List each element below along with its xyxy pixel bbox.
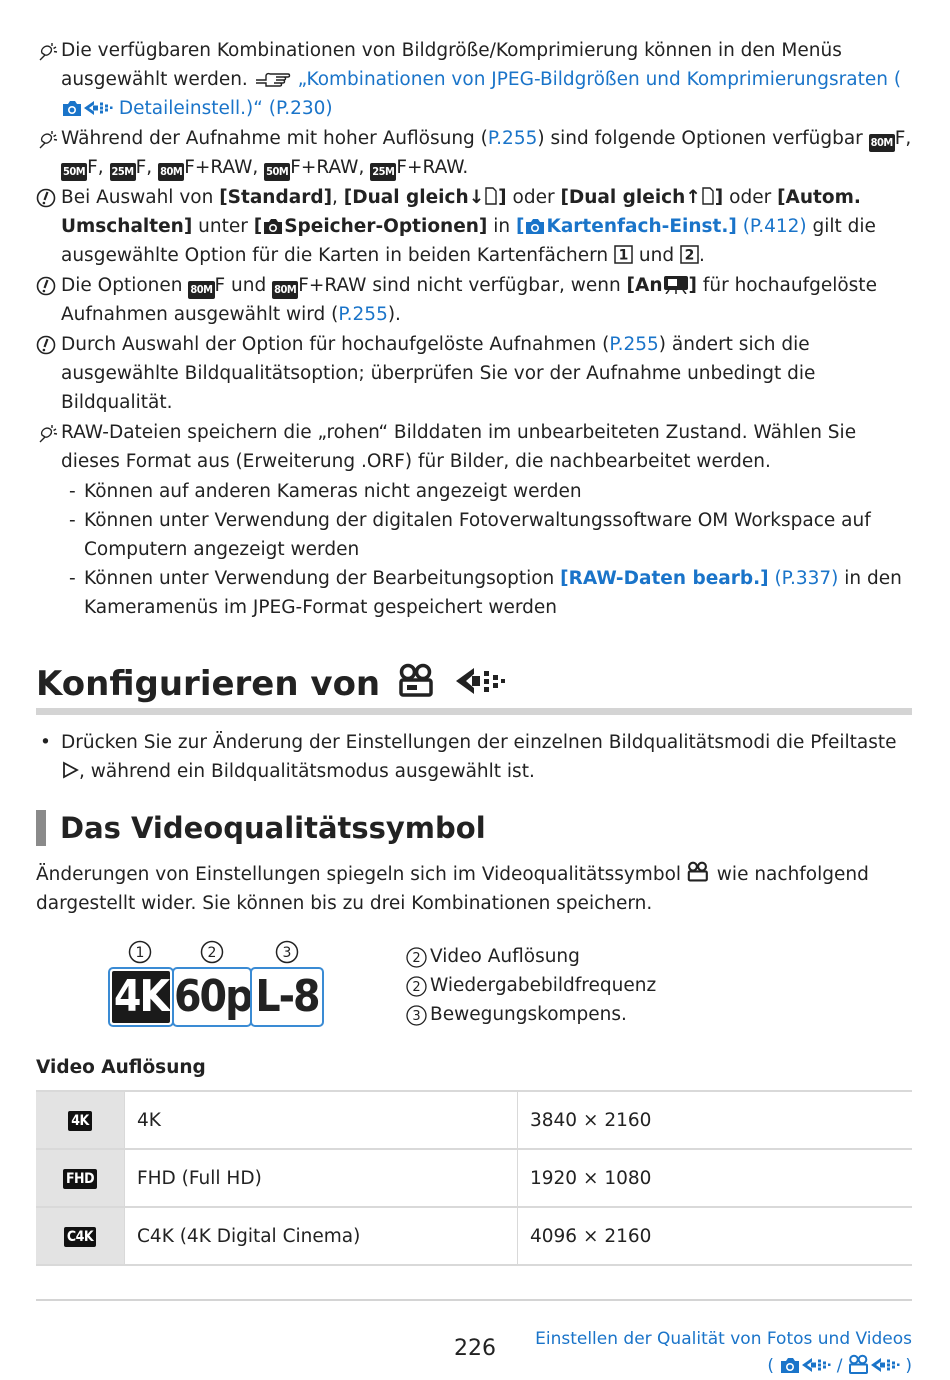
legend-text: Bewegungskompens. bbox=[430, 1004, 627, 1025]
text-run: , bbox=[332, 187, 344, 208]
legend-text: Wiedergabebildfrequenz bbox=[430, 975, 657, 996]
svg-text:3: 3 bbox=[412, 1009, 421, 1024]
text-run: Bei Auswahl von bbox=[61, 187, 220, 208]
tip-icon bbox=[36, 129, 58, 151]
text-run: ] bbox=[714, 187, 724, 208]
dash-marker: - bbox=[69, 481, 76, 502]
number-3-icon bbox=[275, 940, 299, 964]
svg-text:2: 2 bbox=[684, 247, 695, 264]
text-run: RAW-Dateien speichern die „rohen“ Bilddaten im unbearbeiteten Zustand. Wählen Sie dieses Format aus (Erweiterung .ORF) für Bilder, die nachbearbeitet werden. bbox=[61, 422, 857, 472]
legend-item bbox=[406, 1000, 656, 1029]
table-row bbox=[36, 1207, 912, 1265]
note-item bbox=[36, 183, 916, 270]
quality-menu-icon bbox=[452, 663, 506, 699]
para-text-2: wie nachfolgend dargestellt wider. Sie können bis zu drei Kombinationen speichern. bbox=[36, 864, 869, 914]
resolution-icon-cell bbox=[36, 1207, 125, 1265]
tip-icon bbox=[36, 41, 58, 63]
heading-bar bbox=[36, 810, 46, 846]
text-run: Können auf anderen Kameras nicht angezeigt werden bbox=[84, 481, 582, 502]
note-item bbox=[36, 124, 916, 182]
text-run: Durch Auswahl der Option für hochaufgelöste Aufnahmen ( bbox=[61, 334, 610, 355]
svg-text:1: 1 bbox=[618, 247, 629, 264]
text-run: ] bbox=[498, 187, 507, 208]
number-3-icon bbox=[406, 1005, 427, 1026]
text-run: gilt die ausgewählte Option für die Karten in beiden Kartenfächern bbox=[61, 216, 876, 266]
sub-list-item bbox=[36, 564, 916, 622]
sub-list-item bbox=[36, 477, 916, 506]
table-row bbox=[36, 1149, 912, 1207]
page-number: 226 bbox=[454, 1336, 496, 1361]
text-run: . bbox=[699, 245, 705, 266]
resolution-badge-icon: 4K bbox=[68, 1111, 92, 1131]
number-2-icon bbox=[406, 976, 427, 997]
page-link[interactable]: „Kombinationen von JPEG-Bildgrößen und Komprimierungsraten ( bbox=[291, 69, 902, 90]
slot-1-icon bbox=[614, 245, 633, 264]
sub-list-item bbox=[36, 506, 916, 564]
heading-rule bbox=[36, 708, 912, 715]
text-run: [ bbox=[253, 216, 263, 237]
text-run: Die Optionen bbox=[61, 275, 189, 296]
resolution-chip-text: 4K bbox=[113, 971, 169, 1022]
hand-pointer-icon bbox=[254, 68, 292, 88]
footer-icons[interactable] bbox=[535, 1353, 912, 1380]
para-text-1: Änderungen von Einstellungen spiegeln sich im Videoqualitätssymbol bbox=[36, 864, 687, 885]
section-heading-text: Konfigurieren von bbox=[36, 664, 381, 704]
compression-chip-text: L-8 bbox=[255, 971, 319, 1022]
resolution-badge-icon: C4K bbox=[64, 1227, 96, 1247]
framerate-chip-text: 60p bbox=[174, 971, 252, 1022]
text-run: [Standard] bbox=[219, 187, 333, 208]
resolution-size-cell: 3840 × 2160 bbox=[518, 1091, 913, 1149]
svg-text:1: 1 bbox=[135, 945, 145, 961]
section-heading bbox=[36, 656, 912, 712]
quality-badge: 80M bbox=[869, 134, 895, 152]
caution-icon bbox=[36, 276, 56, 296]
text-run: Können unter Verwendung der digitalen Fotoverwaltungssoftware OM Workspace auf Computern angezeigt werden bbox=[84, 510, 871, 560]
legend-text: Video Auflösung bbox=[430, 946, 580, 967]
page-link[interactable]: P.255 bbox=[609, 334, 659, 355]
text-run: ). bbox=[387, 304, 401, 325]
text-run: unter bbox=[192, 216, 254, 237]
page-link[interactable]: P.255 bbox=[487, 128, 538, 149]
card-icon bbox=[701, 186, 715, 206]
quality-badge: 25M bbox=[370, 163, 396, 181]
bullet-text-1: Drücken Sie zur Änderung der Einstellungen der einzelnen Bildqualitätsmodi die Pfeiltaste bbox=[61, 732, 897, 753]
page-link[interactable]: (P.337) bbox=[774, 568, 839, 589]
table-caption: Video Auflösung bbox=[36, 1057, 206, 1078]
resolution-size-cell: 1920 × 1080 bbox=[518, 1149, 913, 1207]
page-link[interactable]: Kartenfach-Einst.] bbox=[546, 216, 737, 237]
text-run: ) ändert sich die ausgewählte Bildqualitätsoption; überprüfen Sie vor der Aufnahme unbedingt die Bildqualität. bbox=[61, 334, 816, 413]
quality-badge: 50M bbox=[61, 163, 87, 181]
text-run: ) sind folgende Optionen verfügbar bbox=[537, 128, 869, 149]
notes-list bbox=[36, 36, 916, 622]
note-item bbox=[36, 36, 916, 123]
compression-chip bbox=[250, 967, 324, 1027]
note-item bbox=[36, 330, 916, 417]
quality-menu-icon bbox=[801, 1356, 831, 1374]
quality-badge: 80M bbox=[158, 163, 184, 181]
bullet-item bbox=[36, 728, 912, 786]
note-item bbox=[36, 271, 916, 329]
text-run: in den Kameramenüs im JPEG-Format gespeichert werden bbox=[84, 568, 902, 618]
card-icon bbox=[484, 186, 498, 206]
svg-text:3: 3 bbox=[282, 945, 292, 961]
text-run: F+RAW. bbox=[396, 157, 469, 178]
footer-rule bbox=[36, 1299, 912, 1301]
text-run: F+RAW sind nicht verfügbar, wenn bbox=[298, 275, 627, 296]
resolution-name-cell: C4K (4K Digital Cinema) bbox=[125, 1207, 518, 1265]
caution-icon bbox=[36, 335, 56, 355]
slot-2-icon bbox=[680, 245, 699, 264]
svg-text:2: 2 bbox=[412, 980, 421, 995]
resolution-icon-cell bbox=[36, 1091, 125, 1149]
video-quality-symbol bbox=[108, 940, 328, 1035]
quality-badge: 80M bbox=[272, 281, 298, 299]
resolution-name-cell: 4K bbox=[125, 1091, 518, 1149]
quality-menu-icon bbox=[83, 99, 113, 117]
text-run: F, bbox=[894, 128, 912, 149]
text-run: Die verfügbaren Kombinationen von Bildgröße/Komprimierung können in den Menüs ausgewählt werden. bbox=[61, 40, 842, 90]
camera-icon bbox=[262, 217, 284, 235]
text-run: für hochaufgelöste Aufnahmen ausgewählt wird ( bbox=[61, 275, 877, 325]
page-link[interactable]: P.255 bbox=[338, 304, 388, 325]
text-run: F+RAW, bbox=[290, 157, 371, 178]
text-run: [Autom. Umschalten] bbox=[61, 187, 861, 237]
legend-item bbox=[406, 971, 656, 1000]
text-run: ] bbox=[688, 275, 697, 296]
framerate-chip bbox=[172, 967, 252, 1027]
camera-icon bbox=[524, 217, 546, 235]
video-camera-icon bbox=[687, 861, 711, 883]
video-camera-icon bbox=[398, 663, 438, 699]
footer-title[interactable]: Einstellen der Qualität von Fotos und Videos bbox=[535, 1329, 912, 1349]
resolution-chip bbox=[108, 967, 174, 1027]
dash-marker: - bbox=[69, 568, 76, 589]
dash-marker: - bbox=[69, 510, 76, 531]
resolution-size-cell: 4096 × 2160 bbox=[518, 1207, 913, 1265]
text-run: [An bbox=[626, 275, 663, 296]
camera-icon bbox=[61, 99, 83, 117]
bullet-dot: • bbox=[40, 732, 51, 753]
video-resolution-table bbox=[36, 1090, 912, 1266]
text-run: oder bbox=[723, 187, 778, 208]
resolution-name-cell: FHD (Full HD) bbox=[125, 1149, 518, 1207]
tip-icon bbox=[36, 423, 58, 445]
svg-text:2: 2 bbox=[412, 951, 421, 966]
text-run: oder bbox=[506, 187, 561, 208]
quality-menu-icon bbox=[870, 1356, 900, 1374]
text-run: [Dual gleich↓ bbox=[343, 187, 485, 208]
quality-badge: 80M bbox=[188, 281, 214, 299]
footer-paren-close: ) bbox=[905, 1356, 912, 1376]
video-camera-icon bbox=[848, 1354, 870, 1374]
video-symbol-legend bbox=[406, 942, 656, 1029]
caution-icon bbox=[36, 188, 56, 208]
intro-paragraph bbox=[36, 860, 912, 918]
page-link[interactable]: [RAW-Daten bearb.] bbox=[560, 568, 769, 589]
text-run: Während der Aufnahme mit hoher Auflösung ( bbox=[61, 128, 488, 149]
number-2-icon bbox=[200, 940, 224, 964]
bullet-text-2: , während ein Bildqualitätsmodus ausgewählt ist. bbox=[79, 761, 535, 782]
footer-link[interactable] bbox=[535, 1326, 912, 1380]
text-run: in bbox=[487, 216, 517, 237]
resolution-icon-cell bbox=[36, 1149, 125, 1207]
subsection-heading-text: Das Videoqualitätssymbol bbox=[60, 811, 486, 845]
quality-badge: 50M bbox=[264, 163, 290, 181]
table-row bbox=[36, 1091, 912, 1149]
page-link[interactable]: (P.412) bbox=[742, 216, 807, 237]
quality-badge: 25M bbox=[110, 163, 136, 181]
footer-slash: / bbox=[831, 1356, 848, 1376]
text-run: F, bbox=[135, 157, 159, 178]
text-run: F+RAW, bbox=[184, 157, 265, 178]
page-link[interactable]: Detaileinstell.)“ (P.230) bbox=[113, 98, 333, 119]
text-run: [Dual gleich↑ bbox=[560, 187, 701, 208]
arrow-right-icon bbox=[61, 761, 79, 779]
svg-text:2: 2 bbox=[207, 945, 217, 961]
number-1-icon bbox=[128, 940, 152, 964]
text-run: Können unter Verwendung der Bearbeitungsoption bbox=[84, 568, 561, 589]
camera-icon bbox=[779, 1356, 801, 1374]
page-link[interactable]: [ bbox=[516, 216, 525, 237]
tripod-icon bbox=[663, 274, 689, 294]
text-run: und bbox=[633, 245, 680, 266]
number-1-icon bbox=[406, 947, 427, 968]
footer-paren-open: ( bbox=[767, 1356, 774, 1376]
legend-item bbox=[406, 942, 656, 971]
note-item bbox=[36, 418, 916, 476]
text-run: F, bbox=[87, 157, 110, 178]
resolution-badge-icon: FHD bbox=[63, 1169, 97, 1189]
text-run: F und bbox=[214, 275, 273, 296]
text-run: Speicher-Optionen] bbox=[284, 216, 488, 237]
